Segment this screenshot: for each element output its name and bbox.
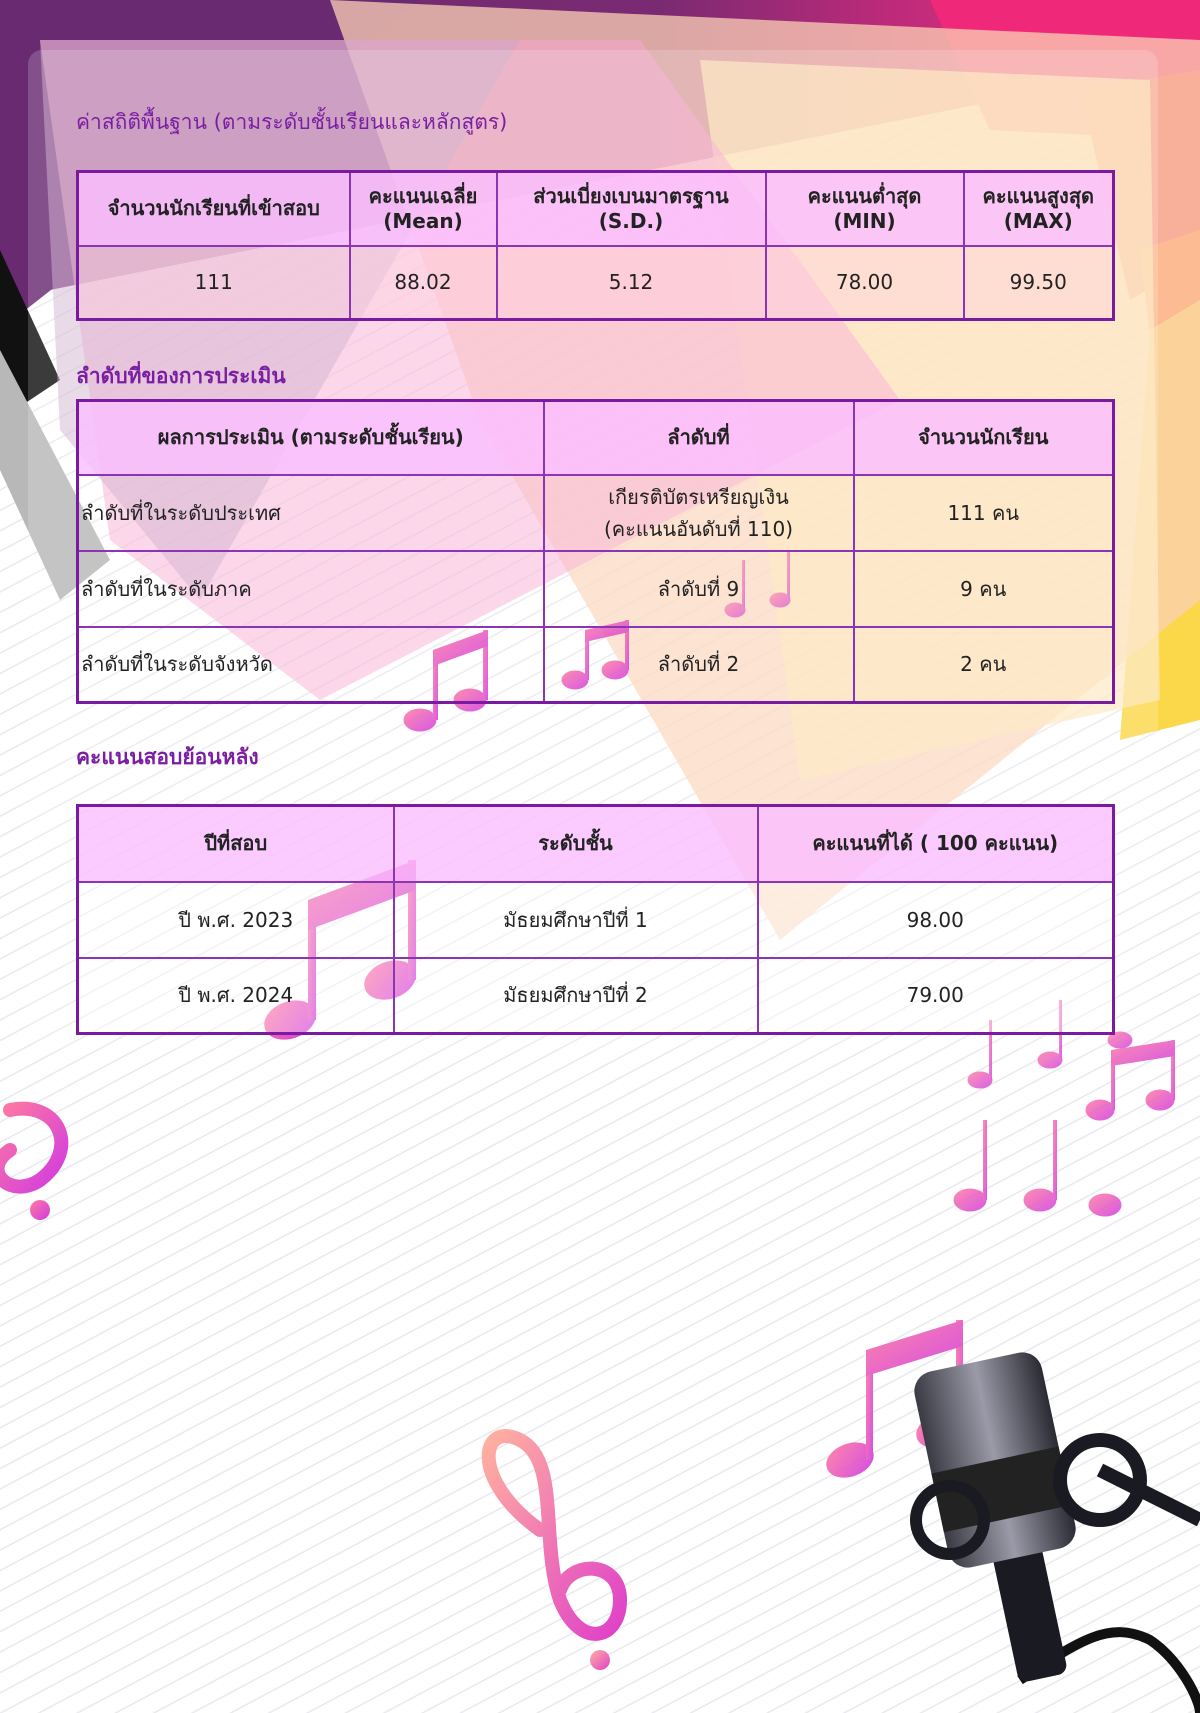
rank-count: 9 คน — [854, 551, 1114, 627]
stats-header-max: คะแนนสูงสุด (MAX) — [964, 172, 1114, 246]
stats-min-value: 78.00 — [766, 246, 964, 320]
rank-value: ลำดับที่ 9 — [544, 551, 854, 627]
rank-value: เกียรติบัตรเหรียญเงิน (คะแนนอันดับที่ 110) — [544, 475, 854, 551]
history-row — [78, 882, 1114, 958]
history-header-score: คะแนนที่ได้ ( 100 คะแนน) — [758, 806, 1114, 882]
rank-row-provincial — [78, 627, 1114, 703]
rank-count: 2 คน — [854, 627, 1114, 703]
stats-table — [76, 170, 1115, 321]
rank-level: ลำดับที่ในระดับจังหวัด — [78, 627, 544, 703]
rank-header-rank: ลำดับที่ — [544, 401, 854, 475]
stats-header-students: จำนวนนักเรียนที่เข้าสอบ — [78, 172, 350, 246]
rank-value: ลำดับที่ 2 — [544, 627, 854, 703]
history-score: 79.00 — [758, 958, 1114, 1034]
history-grade: มัธยมศึกษาปีที่ 1 — [394, 882, 758, 958]
rank-header-row — [78, 401, 1114, 475]
rank-level: ลำดับที่ในระดับประเทศ — [78, 475, 544, 551]
stats-section-title: ค่าสถิติพื้นฐาน (ตามระดับชั้นเรียนและหลักสูตร) — [76, 110, 508, 134]
stats-mean-value: 88.02 — [350, 246, 497, 320]
rank-row-national — [78, 475, 1114, 551]
history-header-year: ปีที่สอบ — [78, 806, 394, 882]
rank-row-regional — [78, 551, 1114, 627]
history-section-title: คะแนนสอบย้อนหลัง — [76, 745, 259, 769]
stats-header-mean: คะแนนเฉลี่ย (Mean) — [350, 172, 497, 246]
stats-header-sd: ส่วนเบี่ยงเบนมาตรฐาน (S.D.) — [497, 172, 766, 246]
rank-table — [76, 399, 1115, 704]
stats-value-row — [78, 246, 1114, 320]
history-header-row — [78, 806, 1114, 882]
history-row — [78, 958, 1114, 1034]
history-year: ปี พ.ศ. 2024 — [78, 958, 394, 1034]
history-header-grade: ระดับชั้น — [394, 806, 758, 882]
stats-max-value: 99.50 — [964, 246, 1114, 320]
rank-count: 111 คน — [854, 475, 1114, 551]
stats-students-value: 111 — [78, 246, 350, 320]
history-table — [76, 804, 1115, 1035]
rank-section-title: ลำดับที่ของการประเมิน — [76, 364, 286, 388]
rank-header-count: จำนวนนักเรียน — [854, 401, 1114, 475]
history-year: ปี พ.ศ. 2023 — [78, 882, 394, 958]
stats-header-row — [78, 172, 1114, 246]
history-grade: มัธยมศึกษาปีที่ 2 — [394, 958, 758, 1034]
rank-header-level: ผลการประเมิน (ตามระดับชั้นเรียน) — [78, 401, 544, 475]
history-score: 98.00 — [758, 882, 1114, 958]
stats-header-min: คะแนนต่ำสุด (MIN) — [766, 172, 964, 246]
stats-sd-value: 5.12 — [497, 246, 766, 320]
rank-level: ลำดับที่ในระดับภาค — [78, 551, 544, 627]
